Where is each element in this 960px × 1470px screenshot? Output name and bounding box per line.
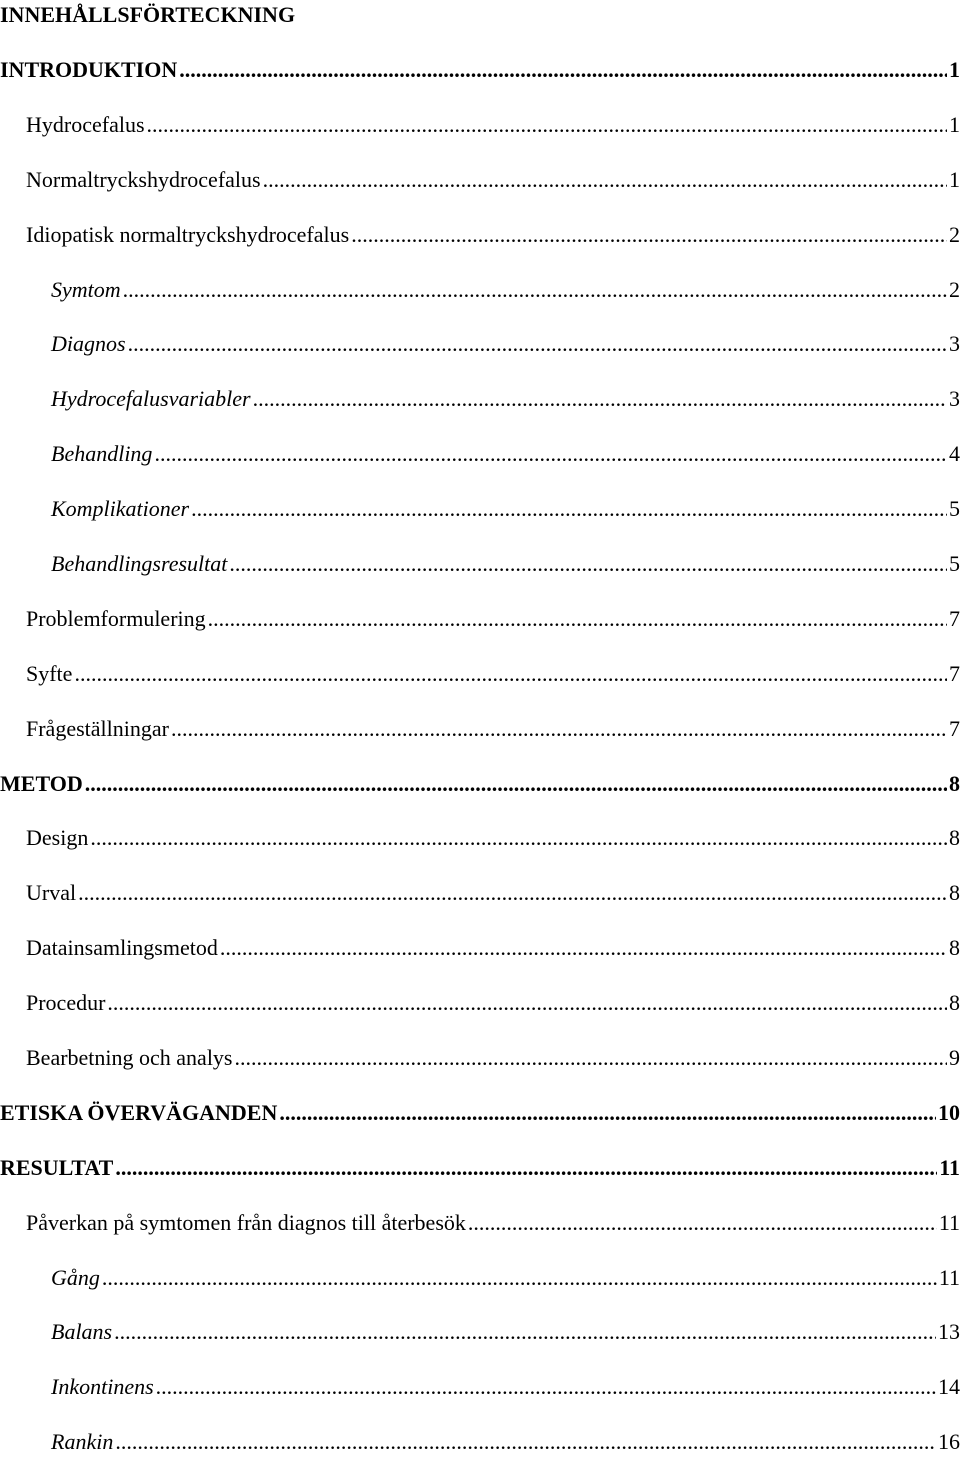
toc-dot-leader — [115, 1415, 936, 1469]
toc-dot-leader — [154, 427, 947, 481]
toc-entry-label: Påverkan på symtomen från diagnos till återbesök — [26, 1209, 466, 1235]
toc-entry-page-number: 16 — [938, 1429, 960, 1455]
toc-entry-label: Idiopatisk normaltryckshydrocefalus — [26, 221, 350, 247]
toc-entry-page-number: 11 — [939, 1154, 960, 1180]
toc-entry[interactable] — [0, 98, 960, 153]
toc-entry[interactable] — [0, 866, 960, 921]
toc-entry-label: Bearbetning och analys — [26, 1045, 233, 1071]
toc-dot-leader — [114, 1305, 936, 1359]
toc-entry-page-number: 2 — [949, 221, 960, 247]
toc-entry-label: RESULTAT — [0, 1154, 114, 1180]
toc-dot-leader — [78, 866, 947, 920]
toc-entry[interactable] — [0, 592, 960, 647]
toc-dot-leader — [468, 1196, 937, 1250]
toc-entry[interactable] — [0, 811, 960, 866]
toc-entry[interactable] — [0, 1031, 960, 1086]
toc-entry-label: Normaltryckshydrocefalus — [26, 166, 261, 192]
toc-entry[interactable] — [0, 263, 960, 318]
toc-entry-page-number: 1 — [949, 166, 960, 192]
toc-entry-page-number: 8 — [949, 880, 960, 906]
toc-dot-leader — [156, 1360, 936, 1414]
toc-entry-label: Balans — [51, 1319, 113, 1345]
toc-dot-leader — [123, 263, 947, 317]
toc-entry[interactable] — [0, 537, 960, 592]
toc-entry[interactable] — [0, 1086, 960, 1141]
toc-dot-leader — [171, 702, 947, 756]
toc-entry[interactable] — [0, 702, 960, 757]
toc-entry-label: Hydrocefalus — [26, 111, 145, 137]
toc-entry-label: Komplikationer — [51, 496, 190, 522]
toc-entry[interactable] — [0, 317, 960, 372]
toc-title: INNEHÅLLSFÖRTECKNING — [0, 2, 296, 27]
toc-entry[interactable] — [0, 976, 960, 1031]
toc-dot-leader — [191, 482, 947, 536]
toc-entry-label: METOD — [0, 770, 83, 796]
toc-entry-label: Syfte — [26, 660, 73, 686]
toc-entry[interactable] — [0, 1305, 960, 1360]
toc-entry[interactable] — [0, 1196, 960, 1251]
toc-dot-leader — [107, 976, 947, 1030]
toc-entry[interactable] — [0, 43, 960, 98]
toc-dot-leader — [263, 153, 947, 207]
toc-entry-label: Behandling — [51, 441, 153, 467]
toc-entry[interactable] — [0, 1251, 960, 1306]
toc-entry-page-number: 8 — [949, 935, 960, 961]
toc-entry-label: Behandlingsresultat — [51, 551, 228, 577]
toc-entry-page-number: 9 — [949, 1045, 960, 1071]
toc-entry-page-number: 2 — [949, 276, 960, 302]
toc-dot-leader — [351, 208, 947, 262]
toc-dot-leader — [102, 1251, 937, 1305]
toc-dot-leader — [279, 1086, 936, 1140]
toc-dot-leader — [208, 592, 947, 646]
toc-entry[interactable] — [0, 427, 960, 482]
toc-entry[interactable] — [0, 1360, 960, 1415]
toc-entry-label: Gång — [51, 1264, 100, 1290]
toc-dot-leader — [74, 647, 947, 701]
toc-entry[interactable] — [0, 208, 960, 263]
toc-entry-page-number: 8 — [949, 825, 960, 851]
toc-entry[interactable] — [0, 921, 960, 976]
toc-list — [0, 43, 960, 1470]
toc-entry-label: Design — [26, 825, 89, 851]
toc-entry-label: Inkontinens — [51, 1374, 154, 1400]
toc-entry-page-number: 3 — [949, 386, 960, 412]
toc-entry-page-number: 7 — [949, 715, 960, 741]
toc-entry-page-number: 7 — [949, 660, 960, 686]
toc-entry-page-number: 1 — [949, 57, 960, 82]
toc-entry-page-number: 8 — [949, 770, 960, 796]
toc-dot-leader — [147, 98, 947, 152]
toc-entry-label: Datainsamlingsmetod — [26, 935, 218, 961]
toc-entry-page-number: 14 — [938, 1374, 960, 1400]
toc-entry-page-number: 7 — [949, 605, 960, 631]
toc-entry-label: Urval — [26, 880, 77, 906]
toc-entry-page-number: 4 — [949, 441, 960, 467]
toc-entry-page-number: 5 — [949, 496, 960, 522]
toc-dot-leader — [115, 1141, 937, 1195]
toc-entry-page-number: 3 — [949, 331, 960, 357]
toc-entry-page-number: 11 — [938, 1264, 960, 1290]
toc-entry-label: Problemformulering — [26, 605, 206, 631]
toc-entry[interactable] — [0, 153, 960, 208]
toc-entry-label: ETISKA ÖVERVÄGANDEN — [0, 1099, 278, 1125]
toc-entry-page-number: 10 — [938, 1099, 960, 1125]
toc-entry[interactable] — [0, 372, 960, 427]
toc-dot-leader — [220, 921, 947, 975]
toc-entry-page-number: 1 — [949, 111, 960, 137]
toc-entry-label: Diagnos — [51, 331, 126, 357]
toc-entry-label: Hydrocefalusvariabler — [51, 386, 251, 412]
toc-entry[interactable] — [0, 1415, 960, 1470]
toc-dot-leader — [128, 317, 947, 371]
toc-entry-label: Rankin — [51, 1429, 114, 1455]
toc-entry-page-number: 5 — [949, 551, 960, 577]
toc-dot-leader — [253, 372, 947, 426]
toc-entry-page-number: 11 — [938, 1209, 960, 1235]
toc-entry[interactable] — [0, 482, 960, 537]
toc-dot-leader — [229, 537, 947, 591]
toc-entry-label: Symtom — [51, 276, 121, 302]
toc-dot-leader — [235, 1031, 948, 1085]
toc-entry-page-number: 8 — [949, 990, 960, 1016]
toc-entry[interactable] — [0, 1141, 960, 1196]
toc-entry-label: INTRODUKTION — [0, 57, 178, 82]
toc-entry[interactable] — [0, 647, 960, 702]
toc-entry-label: Frågeställningar — [26, 715, 169, 741]
toc-entry-page-number: 13 — [938, 1319, 960, 1345]
toc-entry[interactable] — [0, 757, 960, 812]
toc-dot-leader — [179, 43, 947, 97]
toc-dot-leader — [90, 811, 947, 865]
toc-dot-leader — [85, 757, 947, 811]
toc-entry-label: Procedur — [26, 990, 106, 1016]
